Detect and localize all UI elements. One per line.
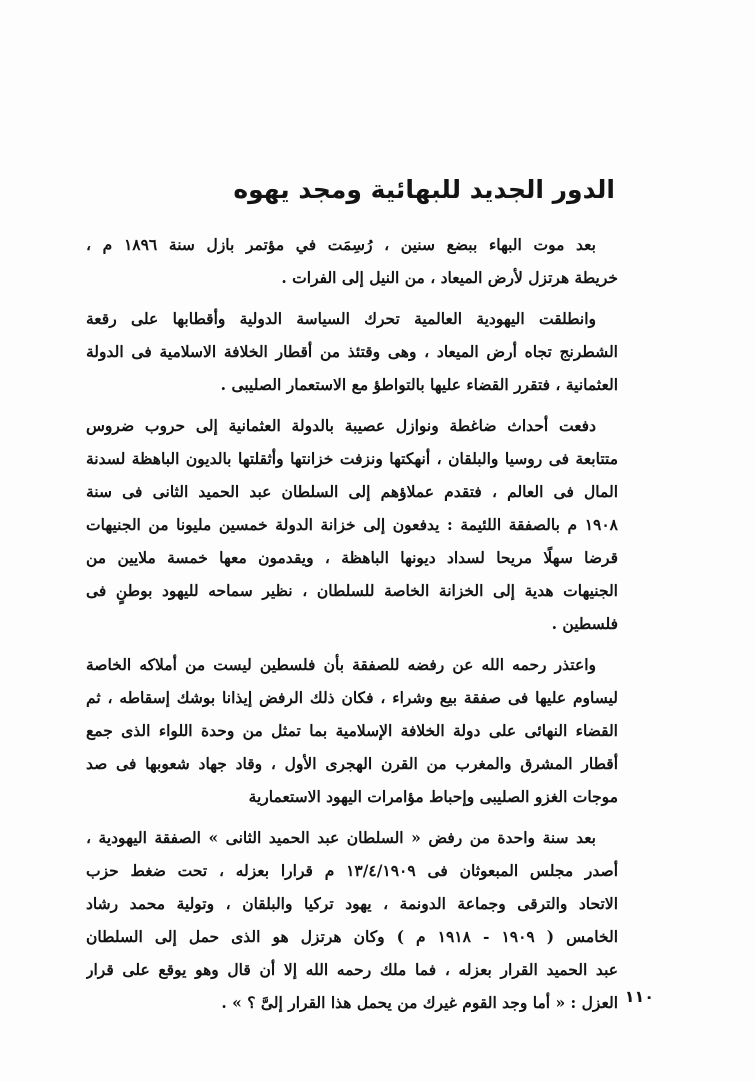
text-line: متتابعة فى روسيا والبلقان ، أنهكتها ونزفت خزانتها وأثقلتها بالديون الباهظة لسدنة (86, 449, 618, 468)
text-line: بعد سنة واحدة من رفض « السلطان عبد الحميد الثانى » الصفقة اليهودية ، (86, 828, 596, 847)
text-line: قرضا سهلًا مريحا لسداد ديونها الباهظة ، ويقدمون معها خمسة ملايين من (86, 548, 618, 567)
text-line: الخامس ( ١٩٠٩ - ١٩١٨ م ) وكان هرتزل هو الذى حمل إلى السلطان (86, 927, 618, 946)
text-line: بعد موت البهاء ببضع سنين ، رُسِمَت في مؤتمر بازل سنة ١٨٩٦ م ، (86, 235, 596, 254)
text-line: ١٩٠٨ م بالصفقة اللئيمة : يدفعون إلى خزانة الدولة خمسين مليونا من الجنيهات (86, 515, 618, 534)
text-line: عبد الحميد القرار بعزله ، فما ملك رحمه الله إلا أن قال وهو يوقع على قرار (86, 960, 618, 979)
text-line: وانطلقت اليهودية العالمية تحرك السياسة الدولية وأقطابها على رقعة (86, 309, 596, 328)
text-line: خريطة هرتزل لأرض الميعاد ، من النيل إلى الفرات . (281, 268, 618, 287)
text-line: أصدر مجلس المبعوثان فى ١٣/٤/١٩٠٩ م قرارا بعزله ، تحت ضغط حزب (86, 861, 618, 880)
text-line: الاتحاد والترقى وجماعة الدونمة ، يهود تركيا والبلقان ، وتولية محمد رشاد (86, 894, 618, 913)
paragraph (86, 228, 618, 294)
text-line: واعتذر رحمه الله عن رفضه للصفقة بأن فلسطين ليست من أملاكه الخاصة (86, 655, 596, 674)
paragraph (86, 302, 618, 401)
text-line: العثمانية ، فتقرر القضاء عليها بالتواطؤ مع الاستعمار الصليبى . (220, 375, 618, 394)
text-line: العزل : « أما وجد القوم غيرك من يحمل هذا القرار إلىَّ ؟ » . (221, 993, 618, 1012)
text-line: دفعت أحداث ضاغطة ونوازل عصيبة بالدولة العثمانية إلى حروب ضروس (86, 416, 596, 435)
text-line: القضاء النهائى على دولة الخلافة الإسلامية بما تمثل من وحدة اللواء الذى جمع (86, 721, 618, 740)
text-line: فلسطين . (551, 614, 618, 633)
paragraph (86, 821, 618, 1019)
text-line: أقطار المشرق والمغرب من القرن الهجرى الأول ، وقاد جهاد شعوبها فى صد (86, 754, 618, 773)
body-text (86, 228, 618, 1027)
text-line: المال فى العالم ، فتقدم عملاؤهم إلى السلطان عبد الحميد الثانى فى سنة (86, 482, 618, 501)
paragraph (86, 648, 618, 813)
text-line: الجنيهات هدية إلى الخزانة الخاصة للسلطان ، نظير سماحه لليهود بوطنٍ فى (86, 581, 618, 600)
text-line: موجات الغزو الصليبى وإحباط مؤامرات اليهود الاستعمارية (248, 787, 618, 806)
chapter-heading: الدور الجديد للبهائية ومجد يهوه (233, 175, 615, 204)
paragraph (86, 409, 618, 640)
text-line: ليساوم عليها فى صفقة بيع وشراء ، فكان ذلك الرفض إيذانا بوشك إسقاطه ، ثم (86, 688, 618, 707)
text-line: الشطرنج تجاه أرض الميعاد ، وهى وقتئذ من أقطار الخلافة الاسلامية فى الدولة (86, 342, 618, 361)
page-number: ١١٠ (624, 987, 654, 1006)
